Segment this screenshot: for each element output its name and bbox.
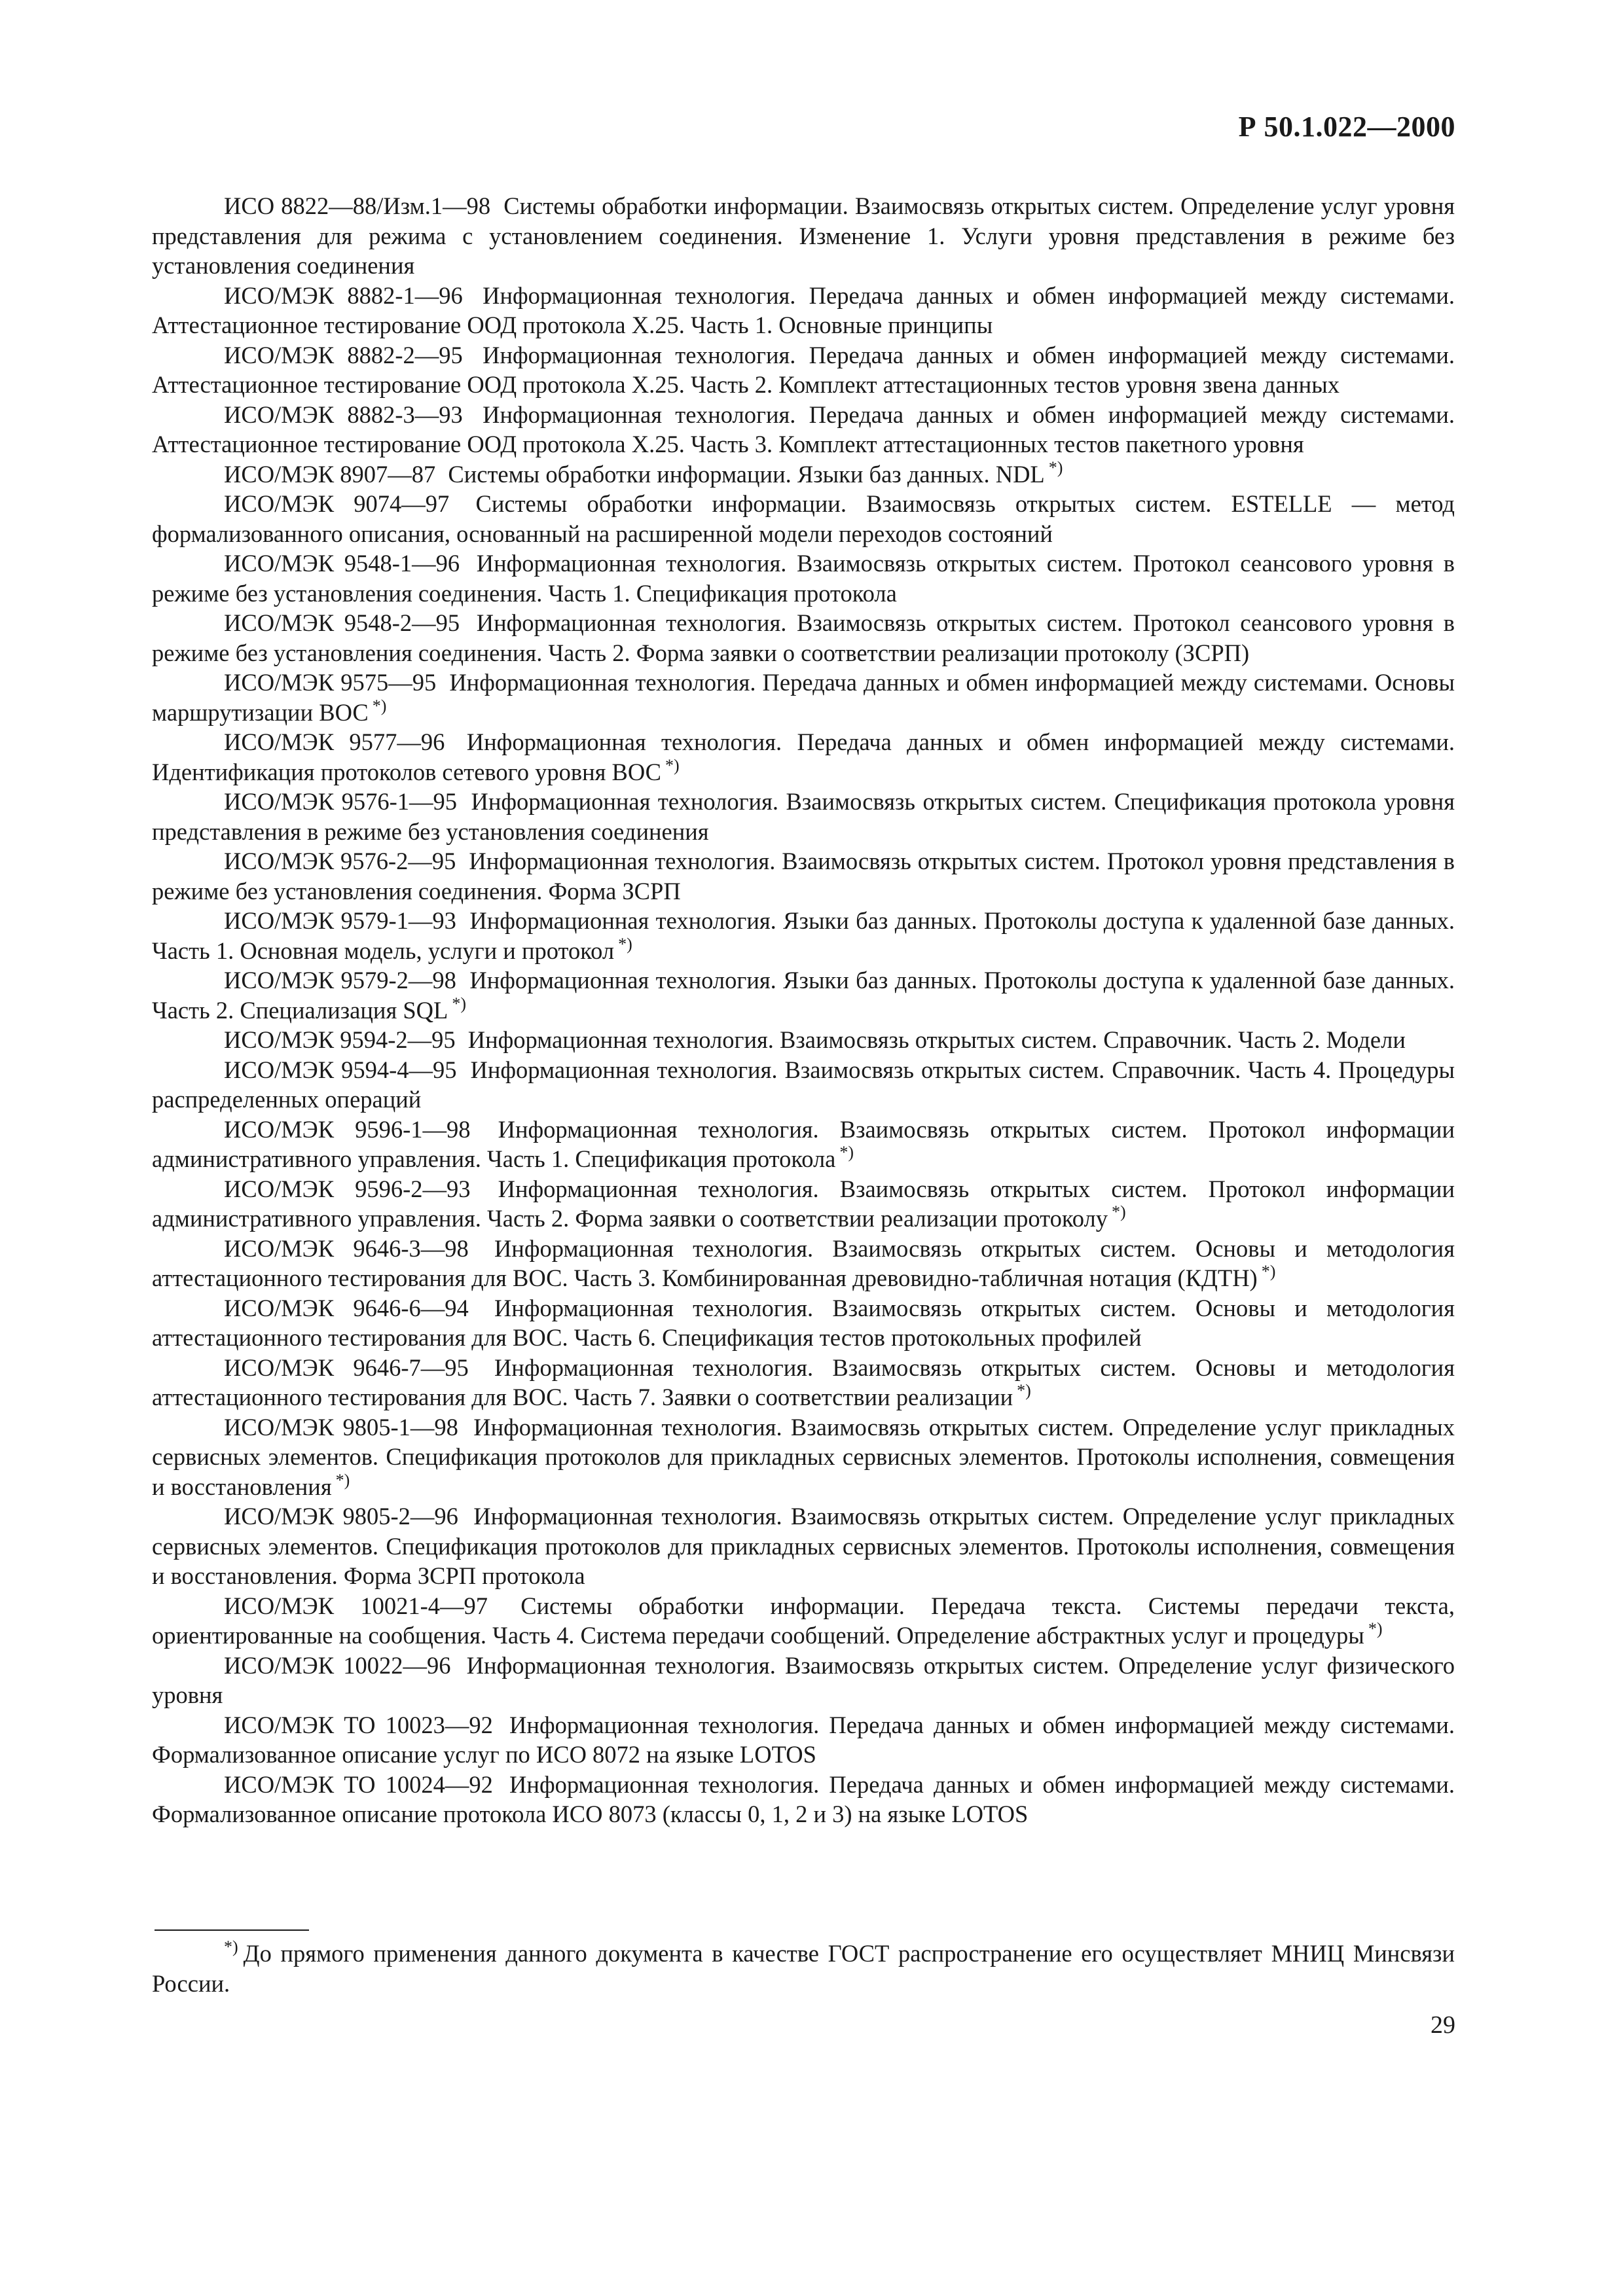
page-number: 29 xyxy=(1431,2011,1455,2039)
footnote-text: До прямого применения данного документа в качестве ГОСТ распространение его осуществляет МНИЦ Минсвязи России. xyxy=(152,1940,1455,1997)
standard-title: Информационная технология. Взаимосвязь открытых систем. Основы и методология аттестационного тестирования для ВОС. Часть 6. Спецификация тестов протокольных профилей xyxy=(152,1294,1455,1351)
standard-title: Информационная технология. Взаимосвязь открытых систем. Протокол сеансового уровня в режиме без установления соединения. Часть 2. Форма заявки о соответствии реализации протоколу (ЗСРП) xyxy=(152,609,1455,666)
footnote-marker: *) xyxy=(335,1470,350,1490)
standard-ref: ИСО/МЭК 9805-1—98 xyxy=(224,1413,458,1441)
footnote-marker: *) xyxy=(618,934,632,954)
standard-ref: ИСО/МЭК ТО 10024—92 xyxy=(224,1770,493,1798)
list-item xyxy=(152,340,1455,400)
footnote-marker: *) xyxy=(839,1143,854,1162)
footnote-marker: *) xyxy=(452,994,466,1013)
standard-ref: ИСО/МЭК 8882-2—95 xyxy=(224,341,463,368)
standard-title: Информационная технология. Взаимосвязь открытых систем. Справочник. Часть 4. Процедуры распределенных операций xyxy=(152,1056,1455,1113)
footnote-marker: *) xyxy=(1368,1619,1383,1638)
standard-ref: ИСО/МЭК 10021-4—97 xyxy=(224,1592,488,1619)
standard-ref: ИСО/МЭК 9579-2—98 xyxy=(224,967,456,994)
standard-ref: ИСО/МЭК 9579-1—93 xyxy=(224,907,456,934)
list-item xyxy=(152,1025,1455,1055)
footnote-marker: *) xyxy=(1017,1381,1031,1400)
standard-title: Информационная технология. Взаимосвязь открытых систем. Основы и методология аттестационного тестирования для ВОС. Часть 7. Заявки о соответствии реализации xyxy=(152,1354,1455,1410)
standard-title: Информационная технология. Передача данных и обмен информацией между системами. Аттестационное тестирование ООД протокола X.25. Часть 3. Комплект аттестационных тестов пакетного уровня xyxy=(152,401,1455,457)
list-item xyxy=(152,281,1455,340)
standard-title: Информационная технология. Передача данных и обмен информацией между системами. Идентификация протоколов сетевого уровня ВОС xyxy=(152,728,1455,785)
footnote-marker: *) xyxy=(665,755,680,775)
standard-title: Информационная технология. Языки баз данных. Протоколы доступа к удаленной базе данных. Часть 1. Основная модель, услуги и протокол xyxy=(152,907,1455,964)
standard-ref: ИСО/МЭК 9548-1—96 xyxy=(224,550,460,577)
list-item xyxy=(152,846,1455,906)
standard-ref: ИСО 8822—88/Изм.1—98 xyxy=(224,192,491,219)
list-item xyxy=(152,548,1455,608)
list-item xyxy=(152,1651,1455,1710)
standard-title: Информационная технология. Взаимосвязь открытых систем. Протокол уровня представления в режиме без установления соединения. Форма ЗСРП xyxy=(152,848,1455,905)
list-item xyxy=(152,727,1455,787)
standard-ref: ИСО/МЭК 10022—96 xyxy=(224,1651,451,1679)
footnote-marker: *) xyxy=(224,1937,238,1956)
standard-title: Информационная технология. Взаимосвязь открытых систем. Спецификация протокола уровня представления в режиме без установления соединения xyxy=(152,788,1455,845)
standard-ref: ИСО/МЭК 9548-2—95 xyxy=(224,609,460,636)
list-item xyxy=(152,608,1455,668)
standard-title: Информационная технология. Взаимосвязь открытых систем. Протокол информации административного управления. Часть 1. Спецификация протокола xyxy=(152,1115,1455,1172)
standard-title: Информационная технология. Передача данных и обмен информацией между системами. Аттестационное тестирование ООД протокола X.25. Часть 1. Основные принципы xyxy=(152,281,1455,338)
list-item xyxy=(152,459,1455,490)
standard-title: Информационная технология. Языки баз данных. Протоколы доступа к удаленной базе данных. Часть 2. Специализация SQL xyxy=(152,967,1455,1024)
standard-ref: ИСО/МЭК 9594-2—95 xyxy=(224,1026,456,1053)
standard-title: Информационная технология. Взаимосвязь открытых систем. Протокол информации административного управления. Часть 2. Форма заявки о соответствии реализации протоколу xyxy=(152,1175,1455,1232)
standard-ref: ИСО/МЭК 9594-4—95 xyxy=(224,1056,457,1083)
list-item xyxy=(152,1234,1455,1293)
standard-ref: ИСО/МЭК 9646-6—94 xyxy=(224,1294,469,1321)
list-item xyxy=(152,1501,1455,1591)
list-item xyxy=(152,1770,1455,1829)
footnote xyxy=(152,1939,1455,1998)
standard-title: Системы обработки информации. Передача текста. Системы передачи текста, ориентированные на сообщения. Часть 4. Система передачи сообщений. Определение абстрактных услуг и процедуры xyxy=(152,1592,1455,1649)
standard-ref: ИСО/МЭК ТО 10023—92 xyxy=(224,1711,493,1738)
standard-ref: ИСО/МЭК 9596-2—93 xyxy=(224,1175,471,1202)
list-item xyxy=(152,906,1455,965)
list-item xyxy=(152,400,1455,459)
standard-title: Информационная технология. Взаимосвязь открытых систем. Протокол сеансового уровня в режиме без установления соединения. Часть 1. Спецификация протокола xyxy=(152,550,1455,607)
list-item xyxy=(152,1412,1455,1502)
standard-ref: ИСО/МЭК 9805-2—96 xyxy=(224,1503,458,1530)
footnote-divider xyxy=(155,1929,309,1931)
standard-title: Системы обработки информации. Взаимосвязь открытых систем. ESTELLE — метод формализованного описания, основанный на расширенной модели переходов состояний xyxy=(152,490,1455,547)
list-item xyxy=(152,1353,1455,1412)
standard-title: Информационная технология. Взаимосвязь открытых систем. Справочник. Часть 2. Модели xyxy=(467,1026,1406,1053)
standard-ref: ИСО/МЭК 9646-7—95 xyxy=(224,1354,469,1381)
footnote-marker: *) xyxy=(372,696,387,715)
standard-ref: ИСО/МЭК 9576-2—95 xyxy=(224,848,456,874)
list-item xyxy=(152,1293,1455,1353)
standard-title: Информационная технология. Взаимосвязь открытых систем. Основы и методология аттестационного тестирования для ВОС. Часть 3. Комбинированная древовидно-табличная нотация (КДТН) xyxy=(152,1234,1455,1291)
standard-ref: ИСО/МЭК 8907—87 xyxy=(224,460,436,488)
list-item xyxy=(152,489,1455,548)
standard-title: Информационная технология. Передача данных и обмен информацией между системами. Основы маршрутизации ВОС xyxy=(152,669,1455,726)
standard-ref: ИСО/МЭК 9646-3—98 xyxy=(224,1234,469,1262)
footnote-marker: *) xyxy=(1048,457,1063,477)
document-code: Р 50.1.022—2000 xyxy=(1238,111,1455,143)
standard-title: Информационная технология. Передача данных и обмен информацией между системами. Формализованное описание протокола ИСО 8073 (классы 0, 1, 2 и 3) на языке LOTOS xyxy=(152,1770,1455,1827)
standard-ref: ИСО/МЭК 9575—95 xyxy=(224,669,437,696)
standard-ref: ИСО/МЭК 9577—96 xyxy=(224,728,445,755)
standard-title: Информационная технология. Передача данных и обмен информацией между системами. Аттестационное тестирование ООД протокола X.25. Часть 2. Комплект аттестационных тестов уровня звена данных xyxy=(152,341,1455,398)
list-item xyxy=(152,1115,1455,1174)
list-item xyxy=(152,1710,1455,1770)
standard-ref: ИСО/МЭК 9596-1—98 xyxy=(224,1115,471,1143)
list-item xyxy=(152,191,1455,281)
standard-title: Системы обработки информации. Языки баз данных. NDL xyxy=(448,460,1045,488)
footnote-marker: *) xyxy=(1111,1202,1126,1221)
standard-title: Информационная технология. Взаимосвязь открытых систем. Определение услуг прикладных сервисных элементов. Спецификация протоколов для прикладных сервисных элементов. Протоколы исполнения, совмещения и восстановления. Форма ЗСРП протокола xyxy=(152,1503,1455,1589)
standard-title: Информационная технология. Взаимосвязь открытых систем. Определение услуг прикладных сервисных элементов. Спецификация протоколов для прикладных сервисных элементов. Протоколы исполнения, совмещения и восстановления xyxy=(152,1413,1455,1500)
list-item xyxy=(152,668,1455,727)
footnote-marker: *) xyxy=(1261,1262,1276,1281)
references-list xyxy=(152,191,1455,1829)
list-item xyxy=(152,1055,1455,1115)
list-item xyxy=(152,787,1455,846)
standard-ref: ИСО/МЭК 8882-1—96 xyxy=(224,281,463,309)
standard-ref: ИСО/МЭК 9074—97 xyxy=(224,490,450,517)
standard-title: Системы обработки информации. Взаимосвязь открытых систем. Определение услуг уровня представления для режима с установлением соединения. Изменение 1. Услуги уровня представления в режиме без установления соединения xyxy=(152,192,1455,279)
list-item xyxy=(152,1174,1455,1234)
standard-ref: ИСО/МЭК 8882-3—93 xyxy=(224,401,463,428)
list-item xyxy=(152,1591,1455,1651)
standard-title: Информационная технология. Передача данных и обмен информацией между системами. Формализованное описание услуг по ИСО 8072 на языке LOTOS xyxy=(152,1711,1455,1768)
standard-title: Информационная технология. Взаимосвязь открытых систем. Определение услуг физического уровня xyxy=(152,1651,1455,1708)
list-item xyxy=(152,965,1455,1025)
standard-ref: ИСО/МЭК 9576-1—95 xyxy=(224,788,457,815)
